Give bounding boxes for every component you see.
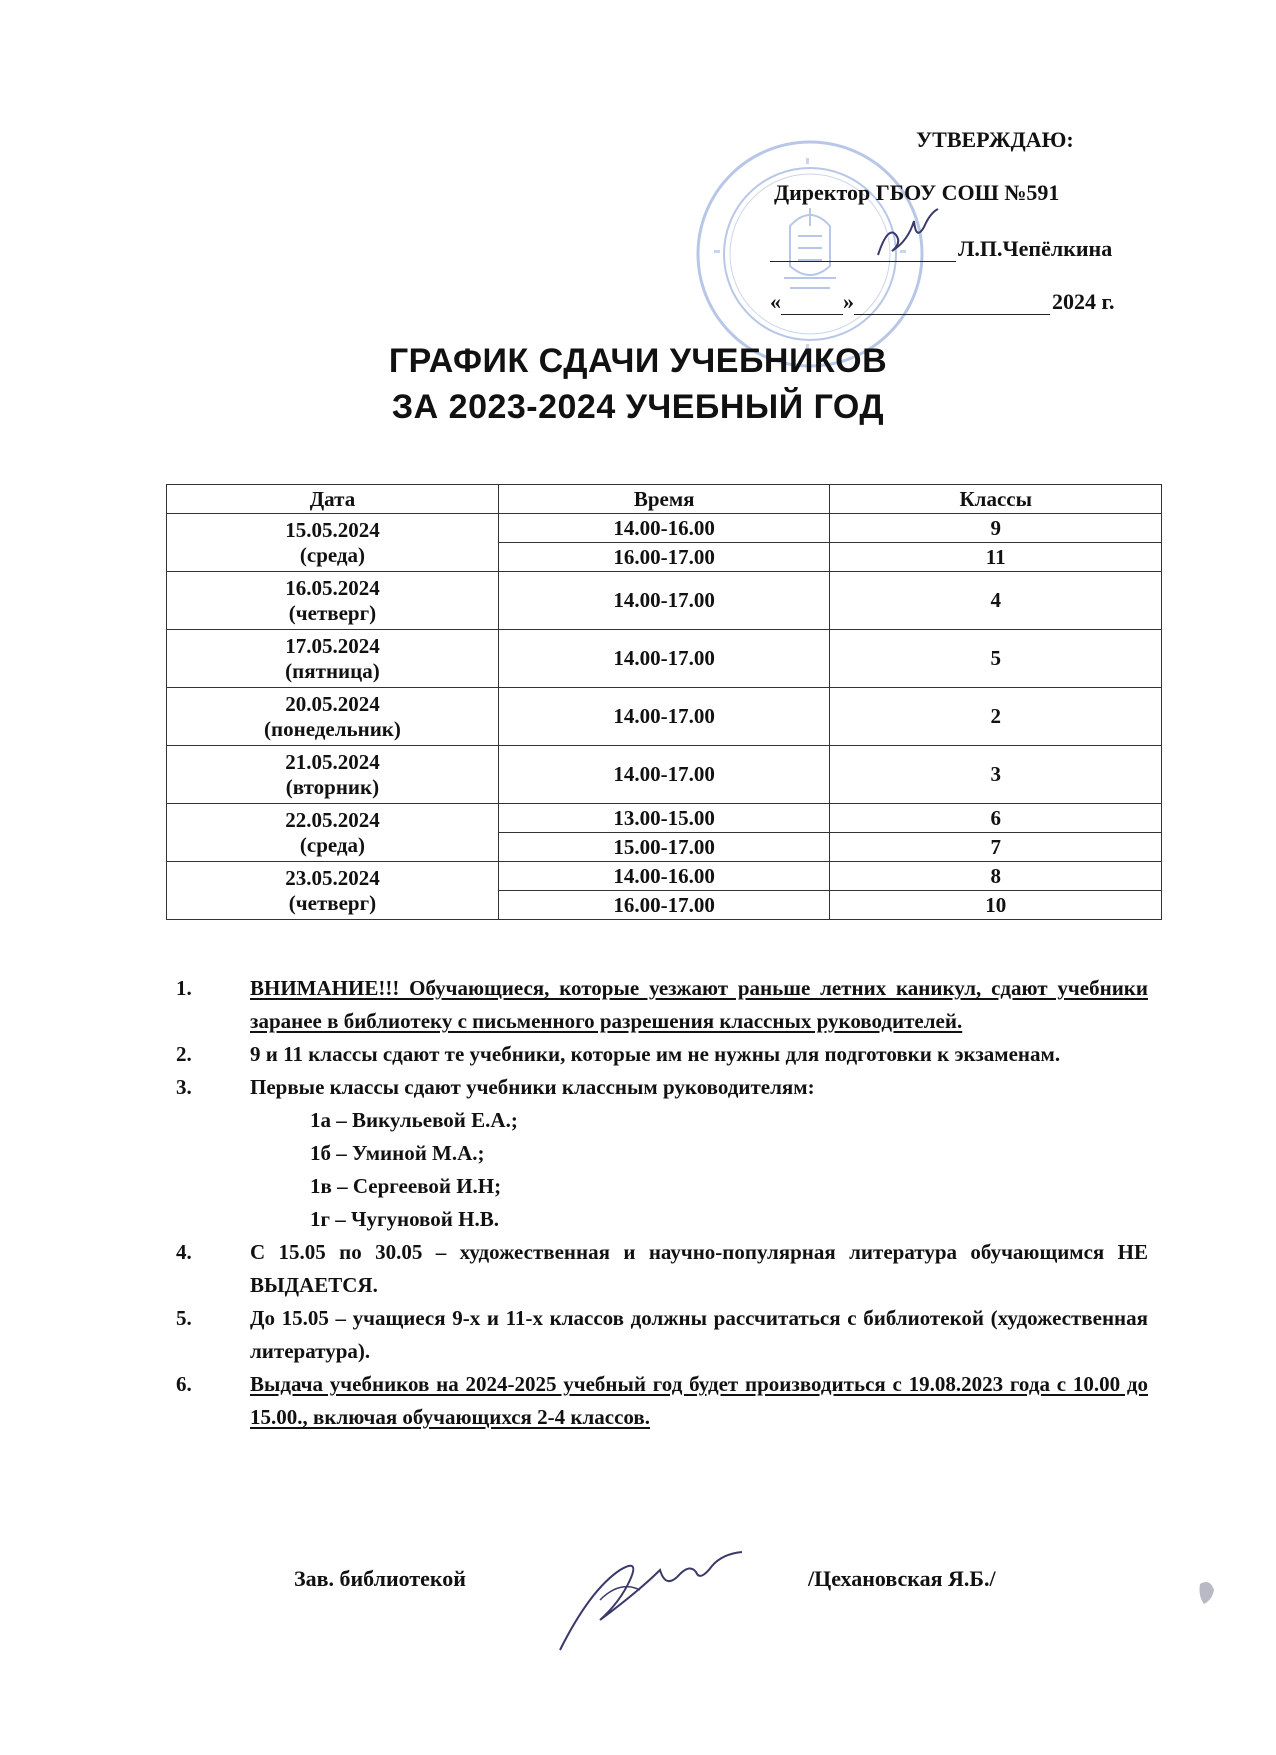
table-row — [167, 746, 1162, 804]
date-cell — [167, 630, 499, 688]
month-blank — [854, 292, 1050, 315]
date-cell — [167, 862, 499, 920]
teacher-item: 1в – Сергеевой И.Н; — [310, 1174, 502, 1198]
date-value: 23.05.2024 — [285, 865, 380, 890]
class-cell: 9 — [830, 514, 1162, 543]
class-cell: 4 — [830, 572, 1162, 630]
note-item — [176, 1368, 1148, 1434]
class-cell: 7 — [830, 833, 1162, 862]
class-cell: 5 — [830, 630, 1162, 688]
note-number: 4. — [176, 1240, 192, 1264]
table-row — [167, 688, 1162, 746]
table-row — [167, 804, 1162, 833]
date-value: 21.05.2024 — [285, 749, 380, 774]
note-text: Выдача учебников на 2024-2025 учебный год будет производиться с 19.08.2023 года с 10.00 до 15.00., включая обучающихся 2-4 классов. — [250, 1372, 1148, 1429]
teacher-item: 1б – Уминой М.А.; — [310, 1141, 485, 1165]
title-line-2: ЗА 2023-2024 УЧЕБНЫЙ ГОД — [391, 388, 885, 426]
time-cell: 14.00-17.00 — [498, 688, 830, 746]
footer-name: /Цехановская Я.Б./ — [808, 1566, 996, 1591]
notes-list — [176, 972, 1148, 1434]
table-header-row — [167, 485, 1162, 514]
librarian-signature — [540, 1530, 780, 1660]
note-item — [176, 972, 1148, 1038]
table-row — [167, 862, 1162, 891]
pen-mark-icon — [1196, 1578, 1218, 1608]
day-value: (понедельник) — [264, 716, 401, 741]
header-time: Время — [498, 485, 830, 514]
approval-signature-line — [770, 236, 1112, 262]
class-cell: 8 — [830, 862, 1162, 891]
note-text: ВНИМАНИЕ!!! Обучающиеся, которые уезжают раньше летних каникул, сдают учебники заранее в библиотеку с письменного разрешения классных руководителей. — [250, 976, 1148, 1033]
note-number: 3. — [176, 1075, 192, 1099]
time-cell: 14.00-17.00 — [498, 630, 830, 688]
date-open-quote: « — [770, 289, 781, 314]
note-number: 5. — [176, 1306, 192, 1330]
approval-director: Директор ГБОУ СОШ №591 — [774, 180, 1060, 205]
table-row — [167, 630, 1162, 688]
date-cell — [167, 688, 499, 746]
date-value: 20.05.2024 — [285, 691, 380, 716]
signature-blank — [770, 239, 956, 262]
note-number: 1. — [176, 976, 192, 1000]
day-value: (вторник) — [285, 774, 380, 799]
note-text: С 15.05 по 30.05 – художественная и научно-популярная литература обучающимся НЕ ВЫДАЕТСЯ. — [250, 1240, 1148, 1297]
day-value: (четверг) — [288, 600, 377, 625]
title-line-1: ГРАФИК СДАЧИ УЧЕБНИКОВ — [388, 342, 888, 380]
time-cell: 14.00-16.00 — [498, 514, 830, 543]
approval-title: УТВЕРЖДАЮ: — [916, 127, 1074, 152]
date-cell — [167, 572, 499, 630]
header-date: Дата — [167, 485, 499, 514]
day-blank — [781, 292, 843, 315]
approval-date-line — [770, 289, 1115, 315]
time-cell: 14.00-16.00 — [498, 862, 830, 891]
class-cell: 6 — [830, 804, 1162, 833]
date-cell — [167, 746, 499, 804]
date-cell — [167, 514, 499, 572]
note-item — [176, 1302, 1148, 1368]
date-value: 15.05.2024 — [285, 517, 380, 542]
date-cell — [167, 804, 499, 862]
day-value: (четверг) — [288, 890, 377, 915]
approval-year: 2024 г. — [1052, 289, 1115, 314]
time-cell: 14.00-17.00 — [498, 572, 830, 630]
date-close-quote: » — [843, 289, 854, 314]
day-value: (пятница) — [285, 658, 380, 683]
note-text: Первые классы сдают учебники классным руководителям: — [250, 1075, 815, 1099]
approval-director-name: Л.П.Чепёлкина — [958, 236, 1113, 261]
time-cell: 15.00-17.00 — [498, 833, 830, 862]
header-classes: Классы — [830, 485, 1162, 514]
time-cell: 16.00-17.00 — [498, 891, 830, 920]
note-item — [176, 1236, 1148, 1302]
class-cell: 10 — [830, 891, 1162, 920]
note-item — [176, 1038, 1148, 1071]
note-number: 2. — [176, 1042, 192, 1066]
time-cell: 14.00-17.00 — [498, 746, 830, 804]
note-text: До 15.05 – учащиеся 9-х и 11-х классов должны рассчитаться с библиотекой (художественная литература). — [250, 1306, 1148, 1363]
schedule-table — [166, 484, 1162, 920]
time-cell: 13.00-15.00 — [498, 804, 830, 833]
footer-role: Зав. библиотекой — [294, 1566, 466, 1591]
class-cell: 2 — [830, 688, 1162, 746]
teacher-item: 1а – Викульевой Е.А.; — [310, 1108, 518, 1132]
time-cell: 16.00-17.00 — [498, 543, 830, 572]
note-item — [176, 1071, 1148, 1236]
table-row — [167, 572, 1162, 630]
date-value: 22.05.2024 — [285, 807, 380, 832]
day-value: (среда) — [299, 832, 366, 857]
date-value: 17.05.2024 — [285, 633, 380, 658]
teacher-item: 1г – Чугуновой Н.В. — [310, 1207, 499, 1231]
date-value: 16.05.2024 — [285, 575, 380, 600]
day-value: (среда) — [299, 542, 366, 567]
note-text: 9 и 11 классы сдают те учебники, которые им не нужны для подготовки к экзаменам. — [250, 1042, 1061, 1066]
class-cell: 11 — [830, 543, 1162, 572]
note-number: 6. — [176, 1372, 192, 1396]
class-cell: 3 — [830, 746, 1162, 804]
page-title — [0, 338, 1276, 430]
table-row — [167, 514, 1162, 543]
